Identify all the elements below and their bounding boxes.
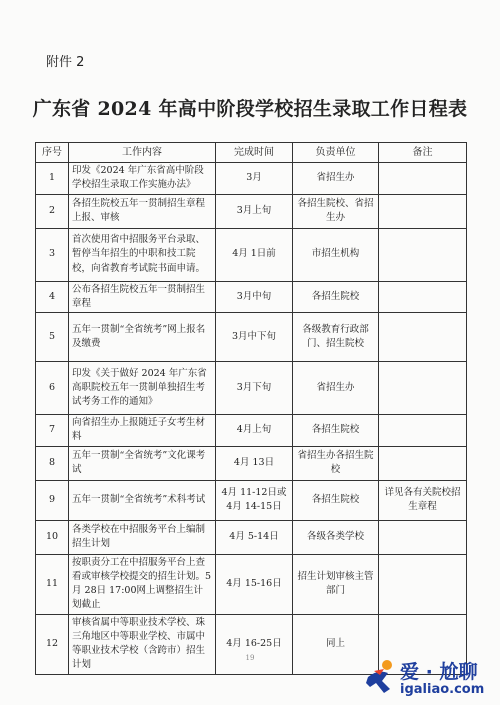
row-content: 印发《关于做好 2024 年广东省高职院校五年一贯制单独招生考试考务工作的通知》 [69, 362, 216, 415]
attachment-label: 附件 2 [46, 55, 85, 70]
header-note: 备注 [379, 143, 467, 163]
row-unit: 各招生院校、省招生办 [293, 194, 379, 228]
row-content: 审核省属中等职业技术学校、珠三角地区中等职业学校、市属中等职业技术学校（含跨市）招生计划 [69, 614, 216, 674]
row-no: 7 [36, 415, 69, 447]
schedule-table [35, 142, 467, 675]
row-no: 5 [36, 313, 69, 362]
page-number: 19 [245, 654, 255, 662]
row-note [379, 554, 467, 614]
header-unit: 负责单位 [293, 143, 379, 163]
row-no: 3 [36, 228, 69, 281]
row-time: 4月 1日前 [216, 228, 293, 281]
row-content: 五年一贯制“全省统考”文化课考试 [69, 446, 216, 480]
row-time: 3月 [216, 163, 293, 195]
row-no: 11 [36, 554, 69, 614]
row-note [379, 362, 467, 415]
row-note [379, 281, 467, 313]
row-unit: 各招生院校 [293, 480, 379, 520]
row-no: 1 [36, 163, 69, 195]
row-note [379, 520, 467, 554]
row-content: 公布各招生院校五年一贯制招生章程 [69, 281, 216, 313]
row-time: 4月 16-25日 [216, 614, 293, 674]
row-unit: 各级各类学校 [293, 520, 379, 554]
row-note [379, 194, 467, 228]
table-row [36, 554, 467, 614]
row-time: 3月下旬 [216, 362, 293, 415]
row-no: 6 [36, 362, 69, 415]
row-time: 3月中旬 [216, 281, 293, 313]
row-note [379, 313, 467, 362]
row-content: 各类学校在中招服务平台上编制招生计划 [69, 520, 216, 554]
row-no: 8 [36, 446, 69, 480]
row-content: 五年一贯制“全省统考”术科考试 [69, 480, 216, 520]
row-content: 向省招生办上报随迁子女考生材料 [69, 415, 216, 447]
table-row [36, 163, 467, 195]
row-time: 4月 11-12日或 4月 14-15日 [216, 480, 293, 520]
table-row [36, 362, 467, 415]
row-unit: 同上 [293, 614, 379, 674]
page-title: 广东省 2024 年高中阶段学校招生录取工作日程表 [32, 98, 468, 120]
row-unit: 各级教育行政部门、招生院校 [293, 313, 379, 362]
row-unit: 市招生机构 [293, 228, 379, 281]
watermark-name: 爱 · 尬聊 [400, 661, 478, 683]
table-row [36, 228, 467, 281]
row-no: 10 [36, 520, 69, 554]
table-row [36, 313, 467, 362]
row-no: 4 [36, 281, 69, 313]
row-unit: 各招生院校 [293, 415, 379, 447]
watermark [360, 657, 490, 701]
row-unit: 省招生办 [293, 163, 379, 195]
table-header-row [36, 143, 467, 163]
row-unit: 省招生办 [293, 362, 379, 415]
row-note [379, 228, 467, 281]
row-unit: 招生计划审核主管部门 [293, 554, 379, 614]
table-row [36, 415, 467, 447]
header-time: 完成时间 [216, 143, 293, 163]
row-content: 印发《2024 年广东省高中阶段学校招生录取工作实施办法》 [69, 163, 216, 195]
row-content: 五年一贯制“全省统考”网上报名及缴费 [69, 313, 216, 362]
row-no: 9 [36, 480, 69, 520]
row-unit: 省招生办各招生院校 [293, 446, 379, 480]
table-row [36, 281, 467, 313]
row-time: 4月 13日 [216, 446, 293, 480]
row-note [379, 163, 467, 195]
table-row [36, 194, 467, 228]
row-no: 2 [36, 194, 69, 228]
header-content: 工作内容 [69, 143, 216, 163]
header-no: 序号 [36, 143, 69, 163]
row-unit: 各招生院校 [293, 281, 379, 313]
row-time: 4月上旬 [216, 415, 293, 447]
row-no: 12 [36, 614, 69, 674]
row-time: 3月中下旬 [216, 313, 293, 362]
table-row [36, 520, 467, 554]
watermark-url: igaliao.com [400, 682, 485, 697]
row-time: 4月 15-16日 [216, 554, 293, 614]
row-content: 首次使用省中招服务平台录取、暂停当年招生的中职和技工院校，向省教育考试院书面申请。 [69, 228, 216, 281]
row-content: 按职责分工在中招服务平台上查看或审核学校提交的招生计划。5月 28日 17:00网上调整招生计划截止 [69, 554, 216, 614]
row-note: 详见各有关院校招生章程 [379, 480, 467, 520]
table-row [36, 446, 467, 480]
row-content: 各招生院校五年一贯制招生章程上报、审核 [69, 194, 216, 228]
row-note [379, 415, 467, 447]
table-row [36, 480, 467, 520]
row-note [379, 446, 467, 480]
row-time: 3月上旬 [216, 194, 293, 228]
runner-logo-icon [360, 657, 400, 697]
row-time: 4月 5-14日 [216, 520, 293, 554]
